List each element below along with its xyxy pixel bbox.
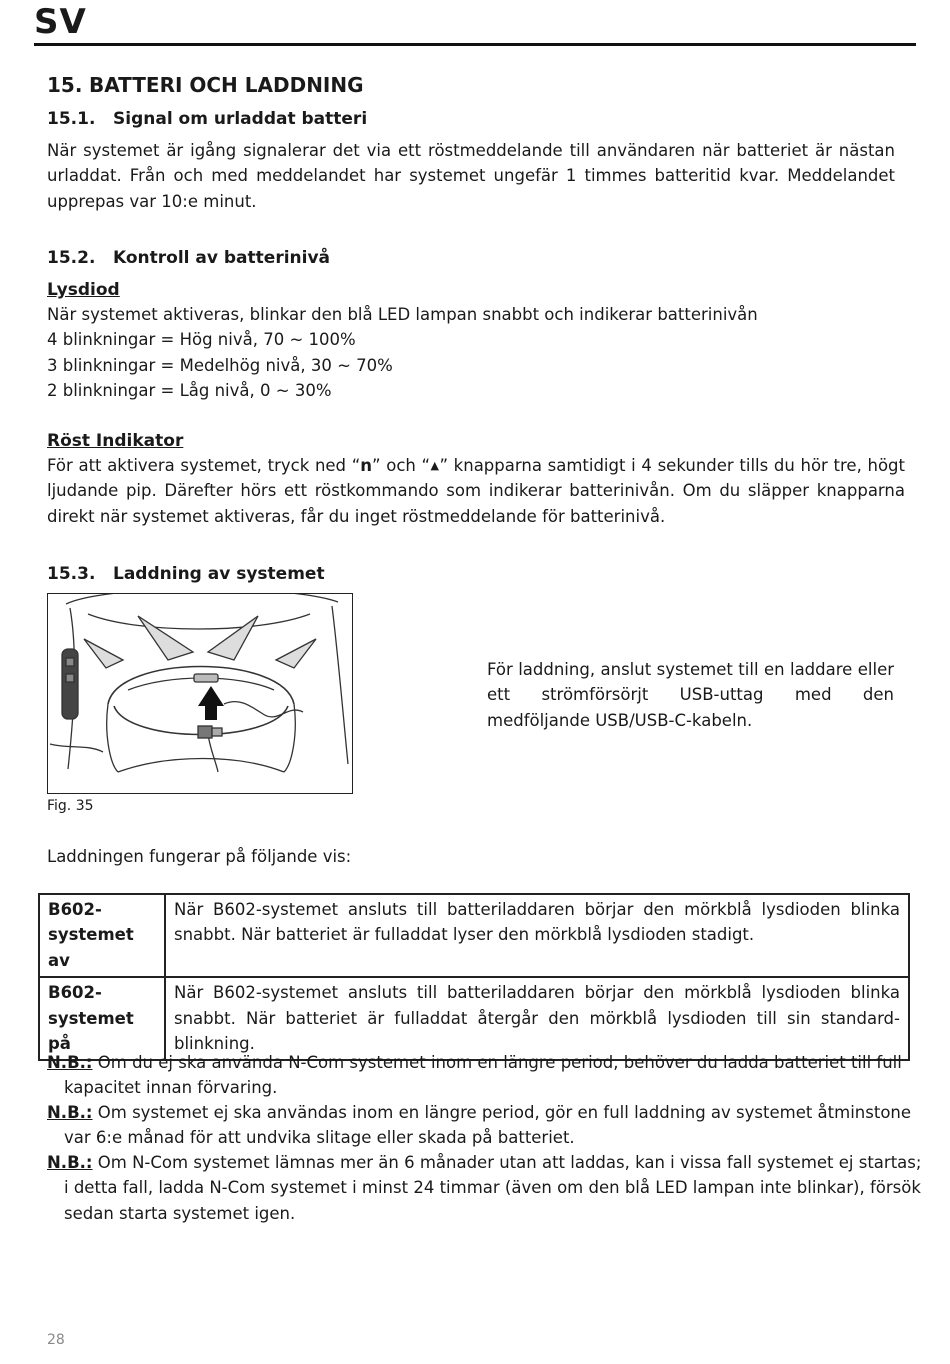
level-line: 2 blinkningar = Låg nivå, 0 ~ 30%	[47, 381, 332, 401]
note-label: N.B.:	[47, 1053, 93, 1072]
led-intro: När systemet aktiveras, blinkar den blå LED lampan snabbt och indikerar batterinivån	[47, 305, 758, 324]
subsection-heading-153	[47, 562, 325, 586]
subsection-number-151: 15.1.	[47, 109, 96, 129]
section-heading	[47, 72, 364, 98]
note-label: N.B.:	[47, 1153, 93, 1172]
voice-indicator-heading: Röst Indikator	[47, 431, 184, 451]
note-text: Om N-Com systemet lämnas mer än 6 månader utan att laddas, kan i vissa fall systemet ej startas; i detta fall, ladda N-Com systemet i minst 24 timmar (även om den blå LED lampan inte blinkar), försök sedan starta systemet igen.	[64, 1153, 922, 1223]
table-intro: Laddningen fungerar på följande vis:	[47, 847, 352, 866]
figure-caption: Fig. 35	[47, 798, 94, 814]
page-number: 28	[47, 1332, 65, 1348]
subsection-number-153: 15.3.	[47, 564, 96, 584]
voice-text-mid: ” och “	[372, 456, 431, 475]
section-number: 15.	[47, 73, 83, 97]
description-cell: När B602-systemet ansluts till batteriladdaren börjar den mörkblå lysdioden blinka snabbt. När batteriet är fulladdat lyser den mörkblå lysdioden stadigt.	[165, 894, 909, 977]
charging-table	[38, 893, 910, 1061]
subsection-heading-151	[47, 107, 367, 131]
figure-35-helmet-charging	[47, 593, 353, 794]
note-item	[47, 1150, 924, 1226]
description-cell: När B602-systemet ansluts till batteriladdaren börjar den mörkblå lysdioden blinka snabbt. När batteriet är fulladdat återgår den mörkblå lysdioden till sin standard-blinkning.	[165, 977, 909, 1060]
voice-text-post: ” knapparna samtidigt i 4 sekunder tills du hör tre, högt ljudande pip. Därefter hörs ett röstkommando som indikerar batterinivån. Om du släpper knapparna direkt när systemet aktiveras, får du inget röstmeddelande för batterinivå.	[47, 456, 905, 526]
led-block	[47, 302, 907, 404]
section-title: BATTERI OCH LADDNING	[89, 73, 364, 97]
n-button-symbol: n	[360, 456, 373, 475]
table-row	[39, 977, 909, 1060]
language-header: SV	[34, 2, 87, 42]
note-text: Om du ej ska använda N-Com systemet inom en längre period, behöver du ladda batteriet till full kapacitet innan förvaring.	[64, 1053, 902, 1098]
subsection-heading-152	[47, 246, 330, 270]
led-heading: Lysdiod	[47, 280, 120, 300]
subsection-number-152: 15.2.	[47, 248, 96, 268]
voice-indicator-paragraph	[47, 453, 905, 529]
low-battery-paragraph: När systemet är igång signalerar det via ett röstmeddelande till användaren när batteriet är nästan urladdat. Från och med meddelandet har systemet ungefär 1 timmes batteritid kvar. Meddelandet upprepas var 10:e minut.	[47, 141, 895, 211]
level-line: 3 blinkningar = Medelhög nivå, 30 ~ 70%	[47, 355, 393, 375]
voice-text-pre: För att aktivera systemet, tryck ned “	[47, 456, 361, 475]
level-line: 4 blinkningar = Hög nivå, 70 ~ 100%	[47, 330, 356, 350]
state-cell: B602-systemet på	[39, 977, 165, 1060]
subsection-title-151: Signal om urladdat batteri	[113, 109, 368, 129]
note-text: Om systemet ej ska användas inom en längre period, gör en full laddning av systemet åtminstone var 6:e månad för att undvika slitage eller skada på batteriet.	[64, 1103, 912, 1148]
note-item	[47, 1100, 924, 1151]
state-cell: B602-systemet av	[39, 894, 165, 977]
note-label: N.B.:	[47, 1103, 93, 1122]
table-row	[39, 894, 909, 977]
header-rule	[34, 43, 916, 46]
subsection-title-152: Kontroll av batterinivå	[113, 248, 331, 268]
subsection-title-153: Laddning av systemet	[113, 564, 325, 584]
note-item	[47, 1050, 924, 1101]
up-button-symbol: ▲	[430, 459, 440, 472]
charging-side-text: För laddning, anslut systemet till en laddare eller ett strömförsörjt USB-uttag med den medföljande USB/USB-C-kabeln.	[487, 660, 894, 730]
helmet-illustration	[48, 594, 351, 792]
